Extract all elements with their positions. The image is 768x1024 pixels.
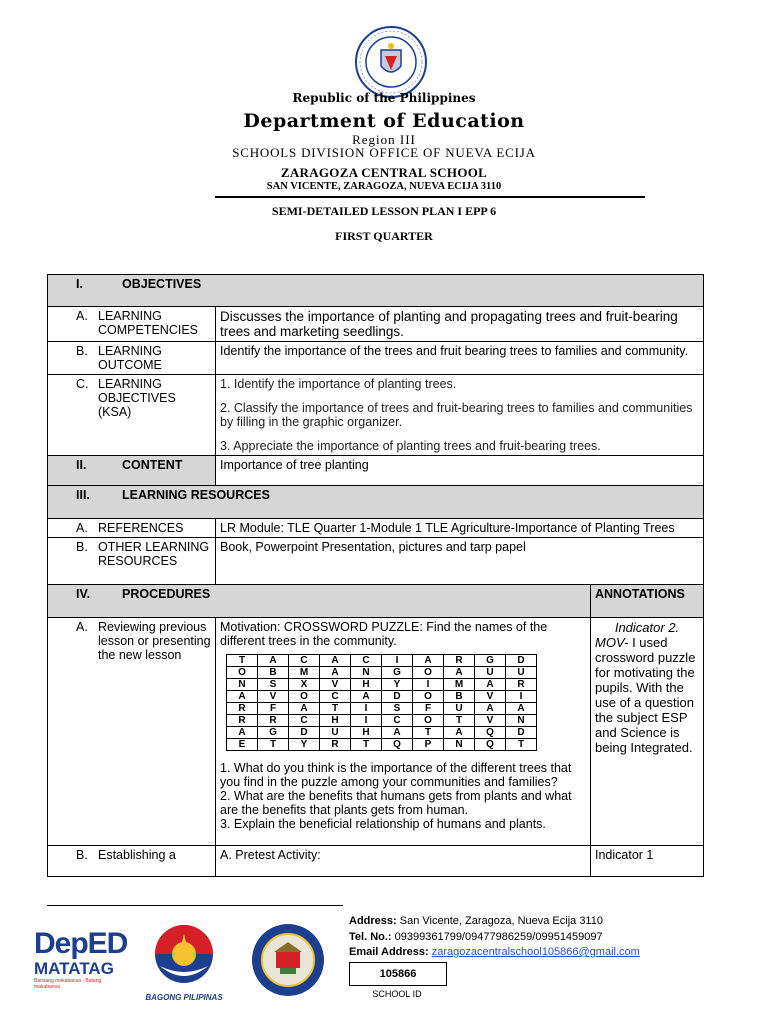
crossword-cell: G: [475, 655, 506, 667]
crossword-row: [227, 703, 537, 715]
crossword-cell: I: [413, 679, 444, 691]
crossword-cell: E: [227, 739, 258, 751]
crossword-cell: A: [258, 655, 289, 667]
crossword-cell: P: [413, 739, 444, 751]
address-value: San Vicente, Zaragoza, Nueva Ecija 3110: [399, 915, 603, 927]
outcome-label: LEARNING OUTCOME: [98, 344, 162, 372]
crossword-cell: T: [227, 655, 258, 667]
crossword-cell: C: [320, 691, 351, 703]
crossword-cell: G: [382, 667, 413, 679]
republic-line: Republic of the Philippines: [292, 91, 476, 105]
annotation-text: I used crossword puzzle for motivating the pupils. With the use of a question the subject ESP and Science is being Integrated.: [595, 635, 696, 755]
crossword-cell: V: [475, 715, 506, 727]
footer-divider: [47, 905, 343, 906]
establishing-label: Establishing a: [98, 848, 176, 862]
crossword-cell: A: [320, 655, 351, 667]
references-text: LR Module: TLE Quarter 1-Module 1 TLE Agriculture-Importance of Planting Trees: [216, 519, 704, 538]
crossword-cell: V: [475, 691, 506, 703]
annotations-header: ANNOTATIONS: [591, 585, 704, 618]
outcome-text: Identify the importance of the trees and fruit bearing trees to families and community.: [216, 342, 704, 375]
crossword-cell: T: [351, 739, 382, 751]
crossword-cell: D: [382, 691, 413, 703]
lesson-plan-table: [47, 274, 704, 877]
objectives-number: I.: [76, 277, 83, 291]
ksa-item: 2. Classify the importance of trees and fruit-bearing trees to families and communities by filling in the graphic organizer.: [220, 401, 693, 429]
ksa-item: 1. Identify the importance of planting trees.: [220, 377, 457, 391]
crossword-cell: D: [506, 655, 537, 667]
other-resources-label: OTHER LEARNING RESOURCES: [98, 540, 210, 568]
crossword-cell: H: [320, 715, 351, 727]
content-number: II.: [76, 458, 87, 472]
matatag-wordmark: MATATAG: [34, 959, 114, 978]
outcome-row: [48, 342, 704, 375]
footer-email: [349, 946, 640, 958]
crossword-cell: C: [382, 715, 413, 727]
division-line: SCHOOLS DIVISION OFFICE OF NUEVA ECIJA: [232, 145, 536, 160]
deped-seal: [355, 26, 427, 98]
crossword-cell: F: [413, 703, 444, 715]
crossword-cell: A: [227, 727, 258, 739]
references-label: REFERENCES: [98, 521, 184, 535]
crossword-cell: C: [351, 655, 382, 667]
references-row: [48, 519, 704, 538]
procedures-row: [48, 585, 704, 618]
crossword-puzzle: [226, 654, 537, 751]
crossword-row: [227, 739, 537, 751]
footer-tel: [349, 931, 603, 943]
content-text: Importance of tree planting: [216, 456, 704, 486]
crossword-cell: T: [413, 727, 444, 739]
crossword-cell: T: [506, 739, 537, 751]
outcome-number: B.: [76, 344, 88, 358]
crossword-cell: X: [289, 679, 320, 691]
procedures-number: IV.: [76, 587, 91, 601]
crossword-cell: M: [289, 667, 320, 679]
competencies-text: Discusses the importance of planting and propagating trees and fruit-bearing trees and marketing seedlings.: [216, 307, 704, 342]
reviewing-number: A.: [76, 620, 88, 634]
crossword-row: [227, 679, 537, 691]
crossword-cell: C: [289, 715, 320, 727]
crossword-row: [227, 655, 537, 667]
establishing-number: B.: [76, 848, 88, 862]
other-resources-text: Book, Powerpoint Presentation, pictures and tarp papel: [216, 538, 704, 585]
ksa-item: 3. Appreciate the importance of planting trees and fruit-bearing trees.: [220, 439, 601, 453]
deped-matatag-logo: [34, 927, 128, 1004]
crossword-cell: V: [258, 691, 289, 703]
crossword-cell: O: [289, 691, 320, 703]
crossword-cell: D: [289, 727, 320, 739]
other-resources-row: [48, 538, 704, 585]
crossword-cell: I: [382, 655, 413, 667]
resources-label: LEARNING RESOURCES: [122, 488, 270, 502]
tel-label: Tel. No.:: [349, 931, 392, 943]
header-divider: [215, 196, 645, 198]
ksa-number: C.: [76, 377, 89, 391]
crossword-cell: N: [506, 715, 537, 727]
crossword-cell: I: [351, 703, 382, 715]
resources-row: [48, 486, 704, 519]
bagong-pilipinas-logo: [138, 922, 230, 1002]
crossword-cell: U: [475, 667, 506, 679]
crossword-cell: A: [506, 703, 537, 715]
crossword-cell: A: [413, 655, 444, 667]
crossword-cell: H: [351, 727, 382, 739]
establishing-text: A. Pretest Activity:: [216, 846, 591, 877]
crossword-cell: Y: [289, 739, 320, 751]
objectives-label: OBJECTIVES: [122, 277, 202, 291]
crossword-cell: Q: [382, 739, 413, 751]
crossword-cell: B: [258, 667, 289, 679]
department-title: Department of Education: [243, 110, 525, 132]
email-link[interactable]: zaragozacentralschool105866@gmail.com: [431, 946, 640, 958]
competencies-number: A.: [76, 309, 88, 323]
crossword-row: [227, 667, 537, 679]
bagong-pilipinas-label: BAGONG PILIPINAS: [145, 993, 223, 1002]
crossword-cell: T: [320, 703, 351, 715]
content-label: CONTENT: [122, 458, 183, 472]
reviewing-label: Reviewing previous lesson or presenting the new lesson: [98, 620, 211, 662]
ksa-row: [48, 375, 704, 456]
crossword-cell: O: [413, 691, 444, 703]
references-number: A.: [76, 521, 88, 535]
reviewing-question: 1. What do you think is the importance of the different trees that you find in the puzzle among your communities and families?: [220, 761, 572, 789]
competencies-label: LEARNING COMPETENCIES: [98, 309, 199, 337]
ksa-label: LEARNING OBJECTIVES (KSA): [98, 377, 176, 419]
crossword-cell: Y: [382, 679, 413, 691]
tel-value: 09399361799/09477986259/09951459097: [394, 931, 603, 943]
crossword-cell: G: [258, 727, 289, 739]
reviewing-question: 2. What are the benefits that humans gets from plants and what are the benefits that plants gets from human.: [220, 789, 572, 817]
crossword-cell: S: [382, 703, 413, 715]
crossword-cell: V: [320, 679, 351, 691]
crossword-cell: D: [506, 727, 537, 739]
crossword-cell: S: [258, 679, 289, 691]
region-line: Region III: [352, 132, 416, 147]
procedures-label: PROCEDURES: [122, 587, 211, 601]
establishing-annotation: Indicator 1: [591, 846, 704, 877]
establishing-row: [48, 846, 704, 877]
crossword-cell: M: [444, 679, 475, 691]
crossword-cell: N: [351, 667, 382, 679]
content-row: [48, 456, 704, 486]
reviewing-row: [48, 618, 704, 846]
deped-wordmark: DepED: [34, 927, 128, 960]
crossword-cell: O: [413, 715, 444, 727]
crossword-cell: Q: [475, 739, 506, 751]
competencies-row: [48, 307, 704, 342]
crossword-cell: I: [506, 691, 537, 703]
email-label: Email Address:: [349, 946, 429, 958]
resources-number: III.: [76, 488, 90, 502]
motivation-text: Motivation: CROSSWORD PUZZLE: Find the names of the different trees in the community.: [220, 620, 548, 648]
crossword-cell: N: [444, 739, 475, 751]
crossword-cell: A: [475, 703, 506, 715]
crossword-cell: O: [413, 667, 444, 679]
school-id-label: SCHOOL ID: [372, 989, 422, 999]
matatag-tagline: Bansang makabansa · Batang makabansa: [34, 978, 102, 990]
school-address: SAN VICENTE, ZARAGOZA, NUEVA ECIJA 3110: [266, 181, 502, 192]
crossword-cell: R: [227, 715, 258, 727]
crossword-row: [227, 715, 537, 727]
crossword-cell: U: [444, 703, 475, 715]
crossword-cell: N: [227, 679, 258, 691]
crossword-cell: R: [506, 679, 537, 691]
annotation-indicator: Indicator 2.: [614, 620, 680, 635]
crossword-cell: A: [475, 679, 506, 691]
crossword-cell: O: [227, 667, 258, 679]
other-resources-number: B.: [76, 540, 88, 554]
lesson-plan-title: SEMI-DETAILED LESSON PLAN I EPP 6: [271, 204, 497, 218]
crossword-cell: R: [320, 739, 351, 751]
reviewing-question: 3. Explain the beneficial relationship of humans and plants.: [220, 817, 546, 831]
crossword-cell: R: [258, 715, 289, 727]
crossword-row: [227, 727, 537, 739]
crossword-cell: A: [444, 727, 475, 739]
crossword-cell: R: [227, 703, 258, 715]
annotation-mov: MOV-: [595, 635, 629, 650]
crossword-cell: Q: [475, 727, 506, 739]
crossword-cell: A: [227, 691, 258, 703]
crossword-cell: T: [258, 739, 289, 751]
crossword-cell: T: [444, 715, 475, 727]
crossword-cell: A: [351, 691, 382, 703]
crossword-cell: B: [444, 691, 475, 703]
crossword-cell: F: [258, 703, 289, 715]
crossword-cell: U: [320, 727, 351, 739]
crossword-cell: A: [320, 667, 351, 679]
crossword-cell: I: [351, 715, 382, 727]
crossword-cell: U: [506, 667, 537, 679]
crossword-cell: R: [444, 655, 475, 667]
crossword-cell: A: [382, 727, 413, 739]
crossword-cell: A: [444, 667, 475, 679]
crossword-cell: H: [351, 679, 382, 691]
objectives-row: [48, 275, 704, 307]
school-id-box: 105866: [349, 962, 447, 986]
crossword-cell: A: [289, 703, 320, 715]
crossword-row: [227, 691, 537, 703]
crossword-cell: C: [289, 655, 320, 667]
address-label: Address:: [349, 915, 397, 927]
footer-address: [349, 915, 603, 927]
annotation-body: [595, 635, 699, 755]
school-seal: [250, 922, 326, 998]
quarter-title: FIRST QUARTER: [335, 229, 433, 243]
school-name: ZARAGOZA CENTRAL SCHOOL: [280, 165, 488, 180]
